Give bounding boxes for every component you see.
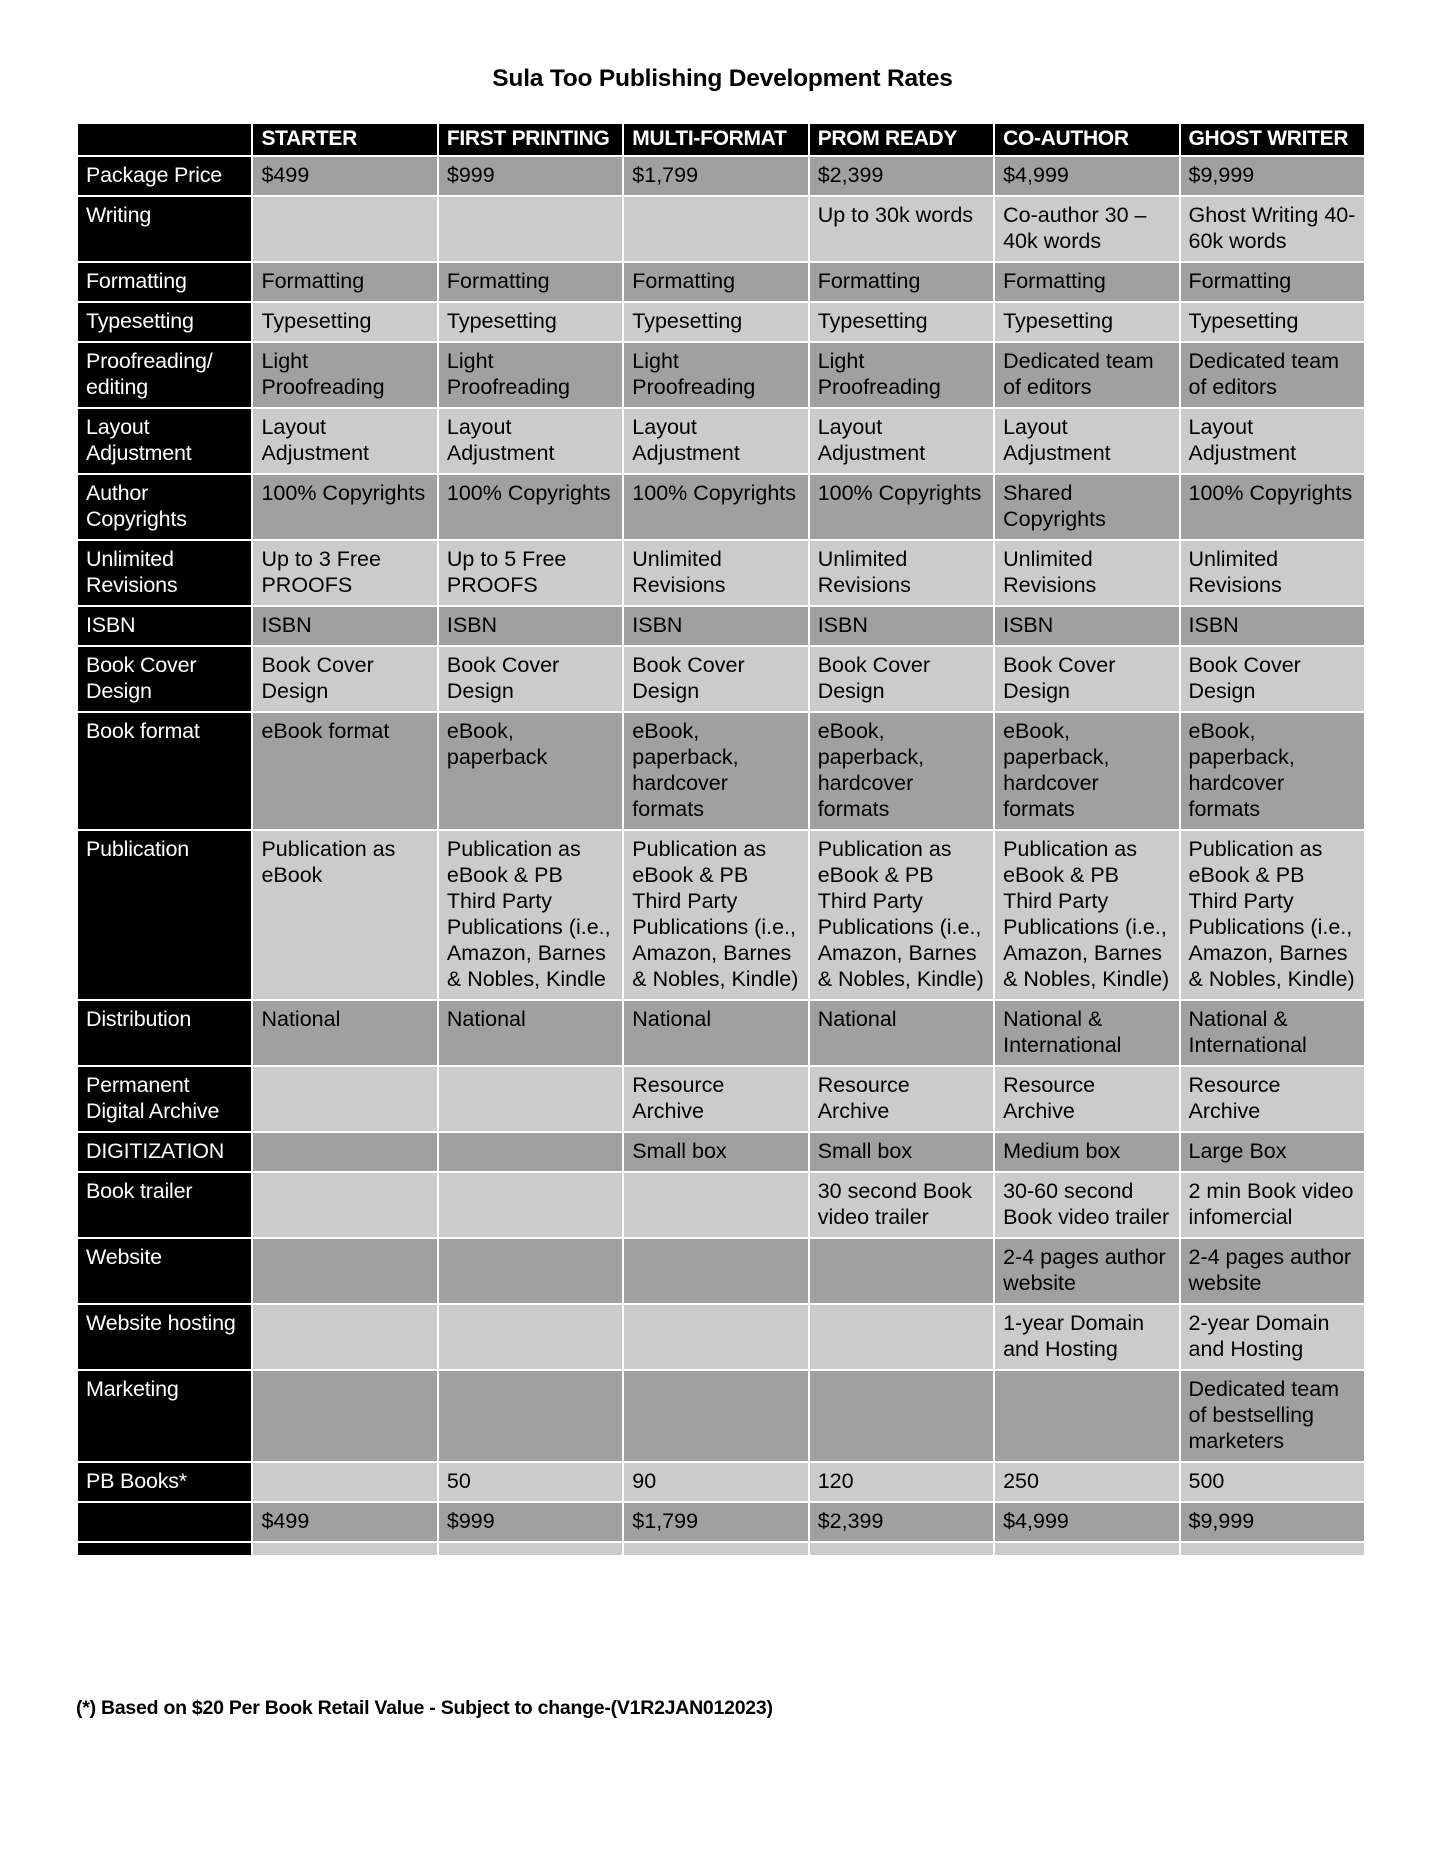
table-cell: [995, 1371, 1178, 1461]
table-cell: 2 min Book video infomercial: [1181, 1173, 1365, 1237]
table-cell: Medium box: [995, 1133, 1178, 1171]
table-cell: $2,399: [810, 1503, 993, 1541]
table-cell: Layout Adjustment: [810, 409, 993, 473]
table-cell: Publication as eBook: [253, 831, 436, 999]
table-cell: ISBN: [810, 607, 993, 645]
table-cell: Layout Adjustment: [1181, 409, 1365, 473]
table-cell: eBook, paperback, hardcover formats: [995, 713, 1178, 829]
row-label: Layout Adjustment: [78, 409, 251, 473]
table-cell: Resource Archive: [624, 1067, 807, 1131]
table-row: [78, 263, 1364, 301]
table-row: [78, 197, 1364, 261]
table-cell: Layout Adjustment: [995, 409, 1178, 473]
table-row: [78, 1503, 1364, 1541]
table-cell: $2,399: [810, 157, 993, 195]
row-label: DIGITIZATION: [78, 1133, 251, 1171]
table-cell: Shared Copyrights: [995, 475, 1178, 539]
table-row: [78, 1305, 1364, 1369]
row-label: Book trailer: [78, 1173, 251, 1237]
table-cell: eBook format: [253, 713, 436, 829]
table-row: [78, 831, 1364, 999]
table-row: [78, 1543, 1364, 1555]
table-cell: [253, 1305, 436, 1369]
table-row: [78, 541, 1364, 605]
table-cell: Formatting: [439, 263, 622, 301]
table-row: [78, 713, 1364, 829]
table-cell: [253, 1239, 436, 1303]
table-cell: Ghost Writing 40-60k words: [1181, 197, 1365, 261]
table-cell: [439, 1305, 622, 1369]
table-cell: 30 second Book video trailer: [810, 1173, 993, 1237]
table-cell: ISBN: [995, 607, 1178, 645]
table-cell: Dedicated team of bestselling marketers: [1181, 1371, 1365, 1461]
table-cell: Large Box: [1181, 1133, 1365, 1171]
table-cell: [810, 1371, 993, 1461]
table-cell: Formatting: [995, 263, 1178, 301]
table-cell: [624, 197, 807, 261]
row-label: Proofreading/ editing: [78, 343, 251, 407]
table-cell: Unlimited Revisions: [1181, 541, 1365, 605]
table-cell: Formatting: [253, 263, 436, 301]
table-cell: [810, 1305, 993, 1369]
table-cell: Resource Archive: [1181, 1067, 1365, 1131]
table-cell: [253, 1463, 436, 1501]
table-cell: [439, 1133, 622, 1171]
table-cell: 100% Copyrights: [1181, 475, 1365, 539]
table-cell: [253, 1133, 436, 1171]
table-cell: Unlimited Revisions: [810, 541, 993, 605]
table-row: [78, 607, 1364, 645]
table-cell: Up to 3 Free PROOFS: [253, 541, 436, 605]
table-cell: Dedicated team of editors: [995, 343, 1178, 407]
table-cell: Unlimited Revisions: [624, 541, 807, 605]
table-cell: 100% Copyrights: [810, 475, 993, 539]
table-cell: Typesetting: [253, 303, 436, 341]
table-cell: $9,999: [1181, 157, 1365, 195]
table-cell: Resource Archive: [810, 1067, 993, 1131]
table-cell: Publication as eBook & PB Third Party Publications (i.e., Amazon, Barnes & Nobles, Kindle): [810, 831, 993, 999]
row-label: Writing: [78, 197, 251, 261]
table-cell: [995, 1543, 1178, 1555]
table-cell: 500: [1181, 1463, 1365, 1501]
table-row: [78, 647, 1364, 711]
table-cell: Book Cover Design: [995, 647, 1178, 711]
table-body: [78, 157, 1364, 1555]
table-cell: [624, 1371, 807, 1461]
table-cell: Light Proofreading: [253, 343, 436, 407]
table-cell: Light Proofreading: [439, 343, 622, 407]
row-label: Author Copyrights: [78, 475, 251, 539]
table-row: [78, 343, 1364, 407]
table-cell: 100% Copyrights: [253, 475, 436, 539]
table-cell: Co-author 30 – 40k words: [995, 197, 1178, 261]
table-cell: Layout Adjustment: [439, 409, 622, 473]
row-label: Book Cover Design: [78, 647, 251, 711]
row-label: Permanent Digital Archive: [78, 1067, 251, 1131]
table-cell: Layout Adjustment: [624, 409, 807, 473]
table-cell: National: [810, 1001, 993, 1065]
table-cell: Small box: [624, 1133, 807, 1171]
table-cell: ISBN: [1181, 607, 1365, 645]
table-cell: Layout Adjustment: [253, 409, 436, 473]
table-cell: National: [253, 1001, 436, 1065]
table-cell: Publication as eBook & PB Third Party Publications (i.e., Amazon, Barnes & Nobles, Kindle): [624, 831, 807, 999]
table-cell: Formatting: [1181, 263, 1365, 301]
table-cell: Book Cover Design: [439, 647, 622, 711]
table-cell: Formatting: [624, 263, 807, 301]
table-row: [78, 409, 1364, 473]
row-label: Book format: [78, 713, 251, 829]
table-cell: Publication as eBook & PB Third Party Publications (i.e., Amazon, Barnes & Nobles, Kindle: [439, 831, 622, 999]
table-cell: Dedicated team of editors: [1181, 343, 1365, 407]
column-header-first-printing: FIRST PRINTING: [439, 124, 622, 155]
table-cell: [624, 1305, 807, 1369]
table-cell: 100% Copyrights: [439, 475, 622, 539]
column-header-co-author: CO-AUTHOR: [995, 124, 1178, 155]
table-cell: $4,999: [995, 1503, 1178, 1541]
table-row: [78, 1173, 1364, 1237]
table-row: [78, 1463, 1364, 1501]
table-row: [78, 1133, 1364, 1171]
table-cell: $999: [439, 157, 622, 195]
table-cell: Up to 30k words: [810, 197, 993, 261]
row-label: [78, 1503, 251, 1541]
table-cell: Resource Archive: [995, 1067, 1178, 1131]
table-row: [78, 475, 1364, 539]
table-cell: [624, 1543, 807, 1555]
table-cell: $1,799: [624, 157, 807, 195]
table-cell: National & International: [1181, 1001, 1365, 1065]
table-cell: 1-year Domain and Hosting: [995, 1305, 1178, 1369]
table-cell: [624, 1173, 807, 1237]
table-cell: 2-4 pages author website: [1181, 1239, 1365, 1303]
row-label: Typesetting: [78, 303, 251, 341]
row-label: Distribution: [78, 1001, 251, 1065]
table-cell: [439, 1371, 622, 1461]
table-cell: Typesetting: [624, 303, 807, 341]
table-cell: Book Cover Design: [1181, 647, 1365, 711]
table-row: [78, 1239, 1364, 1303]
table-cell: National & International: [995, 1001, 1178, 1065]
table-cell: Unlimited Revisions: [995, 541, 1178, 605]
table-cell: Typesetting: [995, 303, 1178, 341]
table-cell: Book Cover Design: [810, 647, 993, 711]
row-label: Formatting: [78, 263, 251, 301]
table-cell: [439, 197, 622, 261]
table-cell: National: [439, 1001, 622, 1065]
column-header-ghost-writer: GHOST WRITER: [1181, 124, 1365, 155]
column-header-multi-format: MULTI-FORMAT: [624, 124, 807, 155]
table-cell: ISBN: [439, 607, 622, 645]
table-corner-cell: [78, 124, 251, 155]
table-cell: [439, 1067, 622, 1131]
table-header: [78, 124, 1364, 155]
table-cell: 90: [624, 1463, 807, 1501]
table-cell: eBook, paperback: [439, 713, 622, 829]
table-cell: $499: [253, 157, 436, 195]
table-cell: [810, 1543, 993, 1555]
table-cell: ISBN: [624, 607, 807, 645]
row-label: Publication: [78, 831, 251, 999]
table-cell: $9,999: [1181, 1503, 1365, 1541]
table-cell: [624, 1239, 807, 1303]
table-row: [78, 157, 1364, 195]
table-cell: 100% Copyrights: [624, 475, 807, 539]
table-cell: Publication as eBook & PB Third Party Publications (i.e., Amazon, Barnes & Nobles, Kindle): [1181, 831, 1365, 999]
table-row: [78, 1371, 1364, 1461]
row-label: Marketing: [78, 1371, 251, 1461]
table-cell: [810, 1239, 993, 1303]
table-cell: 250: [995, 1463, 1178, 1501]
table-cell: [253, 1067, 436, 1131]
row-label: Package Price: [78, 157, 251, 195]
table-cell: [253, 1543, 436, 1555]
row-label: Website: [78, 1239, 251, 1303]
table-row: [78, 1001, 1364, 1065]
table-cell: Typesetting: [1181, 303, 1365, 341]
table-row: [78, 303, 1364, 341]
table-cell: Typesetting: [439, 303, 622, 341]
row-label: Website hosting: [78, 1305, 251, 1369]
column-header-prom-ready: PROM READY: [810, 124, 993, 155]
table-cell: [253, 197, 436, 261]
table-cell: 50: [439, 1463, 622, 1501]
table-cell: Book Cover Design: [253, 647, 436, 711]
table-cell: ISBN: [253, 607, 436, 645]
table-cell: $999: [439, 1503, 622, 1541]
table-row: [78, 1067, 1364, 1131]
table-cell: Formatting: [810, 263, 993, 301]
table-cell: eBook, paperback, hardcover formats: [810, 713, 993, 829]
table-cell: Light Proofreading: [810, 343, 993, 407]
table-footnote: (*) Based on $20 Per Book Retail Value - Subject to change-(V1R2JAN012023): [76, 1697, 773, 1719]
table-cell: eBook, paperback, hardcover formats: [1181, 713, 1365, 829]
page-title: Sula Too Publishing Development Rates: [492, 65, 953, 92]
table-cell: $499: [253, 1503, 436, 1541]
table-cell: 2-4 pages author website: [995, 1239, 1178, 1303]
row-label: Unlimited Revisions: [78, 541, 251, 605]
column-header-starter: STARTER: [253, 124, 436, 155]
table-cell: 2-year Domain and Hosting: [1181, 1305, 1365, 1369]
publishing-rates-table: [76, 122, 1366, 1557]
table-cell: [439, 1239, 622, 1303]
table-cell: $1,799: [624, 1503, 807, 1541]
table-cell: Up to 5 Free PROOFS: [439, 541, 622, 605]
table-cell: Small box: [810, 1133, 993, 1171]
row-label: PB Books*: [78, 1463, 251, 1501]
table-cell: Publication as eBook & PB Third Party Publications (i.e., Amazon, Barnes & Nobles, Kindle): [995, 831, 1178, 999]
row-label: [78, 1543, 251, 1555]
table-cell: 30-60 second Book video trailer: [995, 1173, 1178, 1237]
table-cell: 120: [810, 1463, 993, 1501]
table-cell: $4,999: [995, 157, 1178, 195]
table-cell: Typesetting: [810, 303, 993, 341]
row-label: ISBN: [78, 607, 251, 645]
table-cell: Book Cover Design: [624, 647, 807, 711]
table-cell: [253, 1173, 436, 1237]
table-cell: eBook, paperback, hardcover formats: [624, 713, 807, 829]
table-cell: [1181, 1543, 1365, 1555]
table-header-row: [78, 124, 1364, 155]
table-cell: [253, 1371, 436, 1461]
table-cell: [439, 1543, 622, 1555]
table-cell: National: [624, 1001, 807, 1065]
table-cell: [439, 1173, 622, 1237]
table-cell: Light Proofreading: [624, 343, 807, 407]
